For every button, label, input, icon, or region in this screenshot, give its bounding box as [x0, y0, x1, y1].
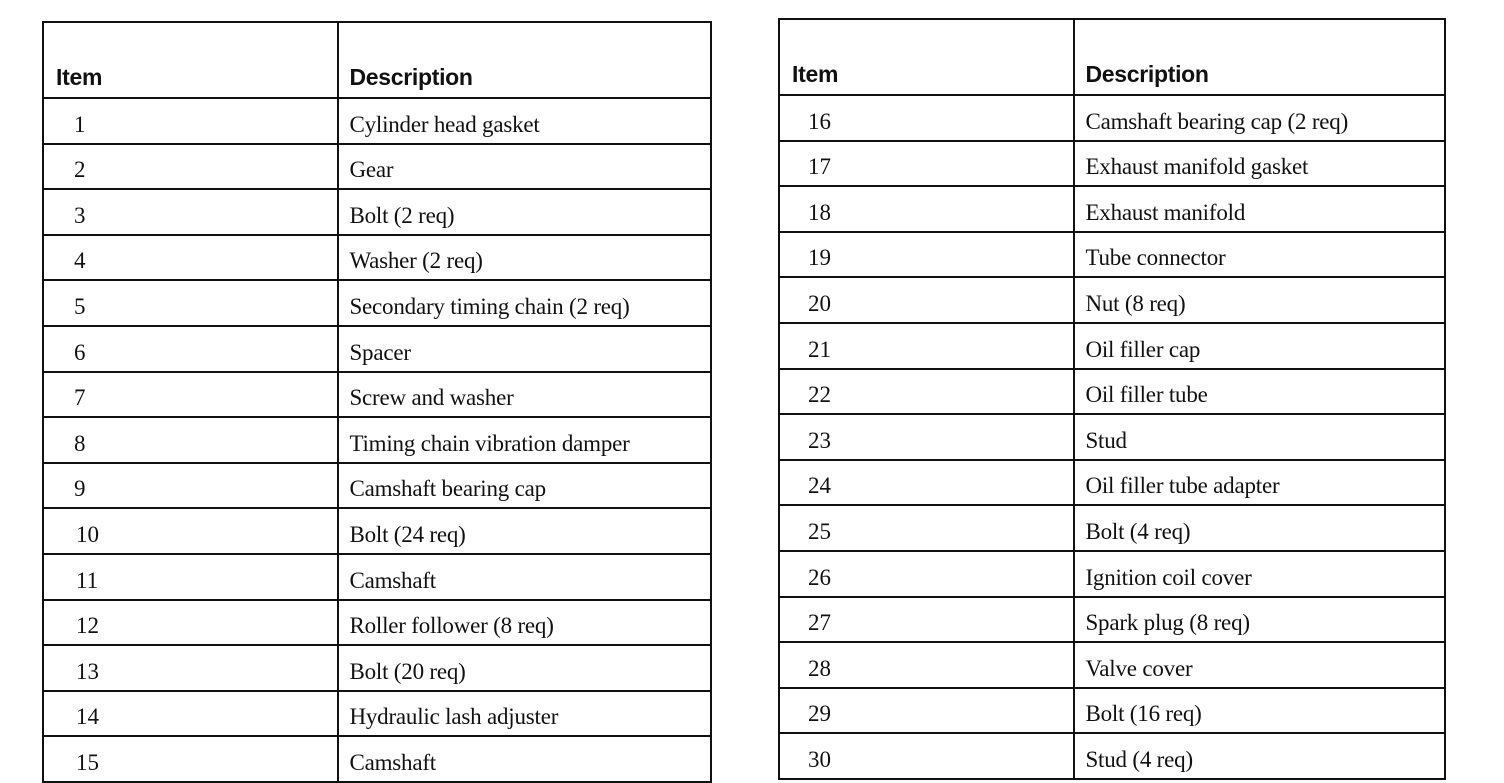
- table-row: [43, 645, 711, 691]
- item-number-cell: 12: [43, 600, 338, 646]
- item-number-cell: 5: [43, 280, 338, 326]
- item-number-cell: 2: [43, 144, 338, 190]
- description-cell: Camshaft bearing cap: [338, 463, 711, 509]
- description-cell: Hydraulic lash adjuster: [338, 691, 711, 737]
- table-row: [43, 98, 711, 144]
- table-row: [43, 554, 711, 600]
- description-cell: Stud: [1074, 414, 1445, 460]
- table-row: [43, 691, 711, 737]
- table-row: [779, 597, 1445, 643]
- item-number-cell: 13: [43, 645, 338, 691]
- item-number-cell: 17: [779, 141, 1074, 187]
- description-cell: Oil filler tube adapter: [1074, 460, 1445, 506]
- item-number-cell: 20: [779, 277, 1074, 323]
- item-column-header: Item: [43, 22, 338, 98]
- item-number-cell: 19: [779, 232, 1074, 278]
- description-cell: Bolt (16 req): [1074, 688, 1445, 734]
- item-number-cell: 8: [43, 417, 338, 463]
- description-cell: Spark plug (8 req): [1074, 597, 1445, 643]
- table-row: [779, 505, 1445, 551]
- item-number-cell: 7: [43, 372, 338, 418]
- table-row: [43, 463, 711, 509]
- table-row: [779, 277, 1445, 323]
- description-cell: Cylinder head gasket: [338, 98, 711, 144]
- item-number-cell: 22: [779, 369, 1074, 415]
- table-row: [43, 235, 711, 281]
- item-number-cell: 25: [779, 505, 1074, 551]
- description-cell: Bolt (2 req): [338, 189, 711, 235]
- table-row: [43, 417, 711, 463]
- item-number-cell: 30: [779, 733, 1074, 779]
- item-number-cell: 1: [43, 98, 338, 144]
- description-column-header: Description: [1074, 19, 1445, 95]
- table-row: [779, 232, 1445, 278]
- description-cell: Tube connector: [1074, 232, 1445, 278]
- description-cell: Screw and washer: [338, 372, 711, 418]
- item-number-cell: 26: [779, 551, 1074, 597]
- item-number-cell: 3: [43, 189, 338, 235]
- table-row: [779, 688, 1445, 734]
- item-number-cell: 24: [779, 460, 1074, 506]
- item-number-cell: 29: [779, 688, 1074, 734]
- parts-table-left-body: [43, 98, 711, 782]
- description-cell: Timing chain vibration damper: [338, 417, 711, 463]
- description-cell: Stud (4 req): [1074, 733, 1445, 779]
- item-number-cell: 27: [779, 597, 1074, 643]
- table-row: [779, 642, 1445, 688]
- item-number-cell: 9: [43, 463, 338, 509]
- parts-table-right-body: [779, 95, 1445, 779]
- table-row: [779, 323, 1445, 369]
- description-cell: Camshaft: [338, 554, 711, 600]
- item-number-cell: 11: [43, 554, 338, 600]
- table-row: [779, 551, 1445, 597]
- description-cell: Camshaft: [338, 736, 711, 782]
- item-number-cell: 18: [779, 186, 1074, 232]
- item-number-cell: 21: [779, 323, 1074, 369]
- description-cell: Exhaust manifold gasket: [1074, 141, 1445, 187]
- description-cell: Ignition coil cover: [1074, 551, 1445, 597]
- item-number-cell: 15: [43, 736, 338, 782]
- description-cell: Oil filler cap: [1074, 323, 1445, 369]
- description-cell: Bolt (4 req): [1074, 505, 1445, 551]
- description-cell: Bolt (24 req): [338, 508, 711, 554]
- description-cell: Exhaust manifold: [1074, 186, 1445, 232]
- item-number-cell: 14: [43, 691, 338, 737]
- description-cell: Nut (8 req): [1074, 277, 1445, 323]
- table-row: [779, 414, 1445, 460]
- description-cell: Oil filler tube: [1074, 369, 1445, 415]
- description-cell: Bolt (20 req): [338, 645, 711, 691]
- parts-table-left: [42, 21, 712, 783]
- table-row: [43, 736, 711, 782]
- table-header-row: [43, 22, 711, 98]
- description-cell: Secondary timing chain (2 req): [338, 280, 711, 326]
- table-row: [43, 372, 711, 418]
- item-number-cell: 16: [779, 95, 1074, 141]
- table-row: [779, 141, 1445, 187]
- table-row: [43, 189, 711, 235]
- table-row: [779, 186, 1445, 232]
- item-number-cell: 28: [779, 642, 1074, 688]
- table-row: [779, 733, 1445, 779]
- table-row: [43, 326, 711, 372]
- description-cell: Camshaft bearing cap (2 req): [1074, 95, 1445, 141]
- table-row: [779, 95, 1445, 141]
- item-number-cell: 23: [779, 414, 1074, 460]
- table-row: [43, 600, 711, 646]
- parts-table-right: [778, 18, 1446, 780]
- item-number-cell: 6: [43, 326, 338, 372]
- item-number-cell: 10: [43, 508, 338, 554]
- description-cell: Gear: [338, 144, 711, 190]
- table-row: [43, 508, 711, 554]
- description-cell: Spacer: [338, 326, 711, 372]
- description-cell: Washer (2 req): [338, 235, 711, 281]
- table-row: [43, 144, 711, 190]
- item-column-header: Item: [779, 19, 1074, 95]
- description-cell: Valve cover: [1074, 642, 1445, 688]
- table-header-row: [779, 19, 1445, 95]
- description-column-header: Description: [338, 22, 711, 98]
- item-number-cell: 4: [43, 235, 338, 281]
- description-cell: Roller follower (8 req): [338, 600, 711, 646]
- table-row: [779, 460, 1445, 506]
- table-row: [43, 280, 711, 326]
- table-row: [779, 369, 1445, 415]
